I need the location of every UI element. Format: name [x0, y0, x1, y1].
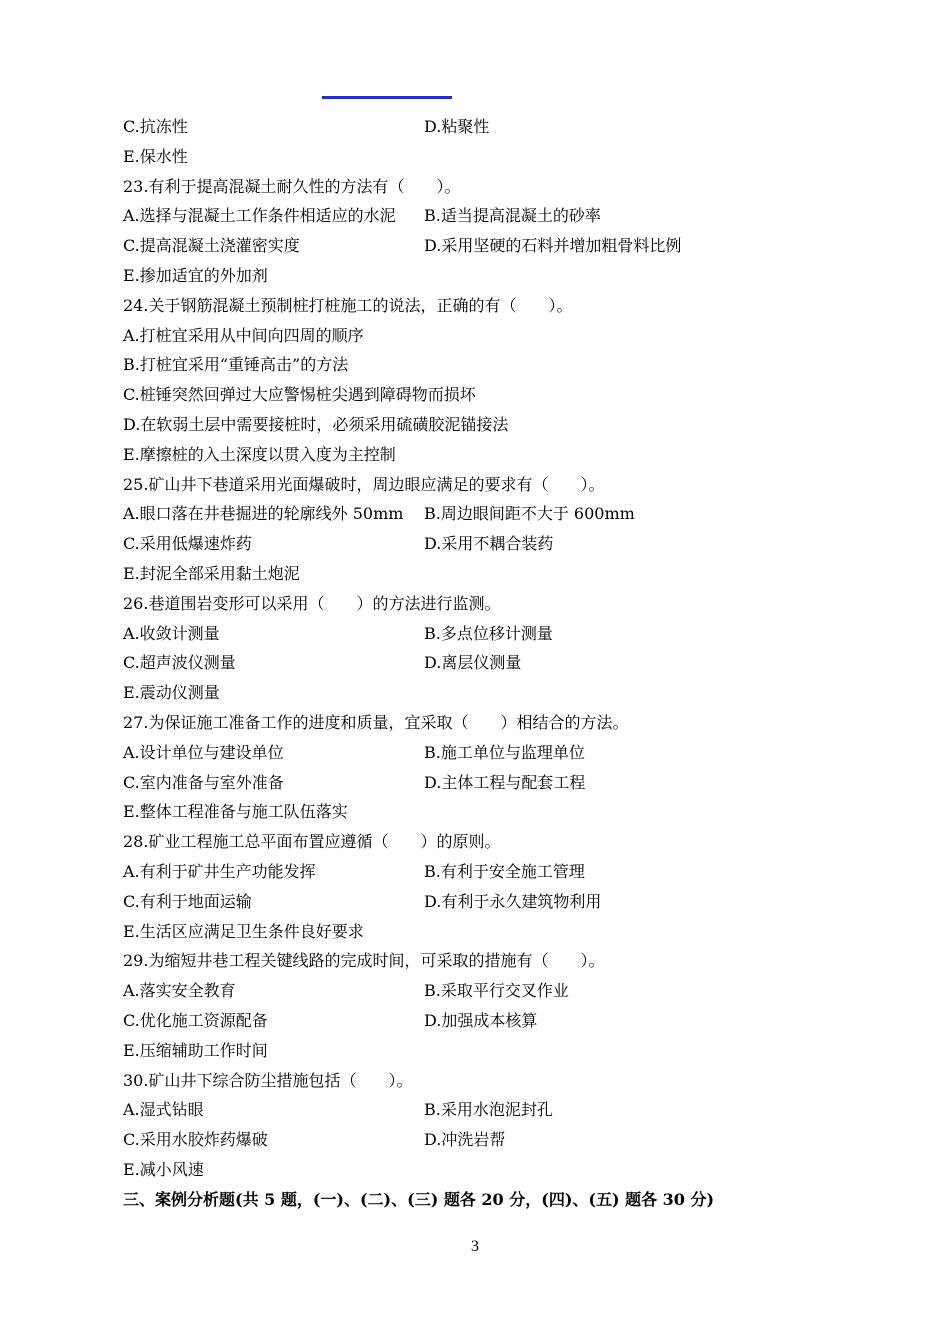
option-row	[123, 887, 823, 917]
question-stem: 23.有利于提高混凝土耐久性的方法有（ ）。	[123, 176, 461, 196]
option-row	[123, 529, 823, 559]
option-a: A.收敛计测量	[123, 623, 220, 643]
option-row	[123, 619, 823, 649]
option-e: E.掺加适宜的外加剂	[123, 265, 268, 285]
option-row	[123, 201, 823, 231]
option-row	[123, 1006, 823, 1036]
option-e: E.摩擦桩的入土深度以贯入度为主控制	[123, 444, 396, 464]
option-a: A.打桩宜采用从中间向四周的顺序	[123, 325, 364, 345]
option-e: E.压缩辅助工作时间	[123, 1040, 268, 1060]
option-row	[123, 380, 823, 410]
option-row	[123, 321, 823, 351]
question-stem: 25.矿山井下巷道采用光面爆破时，周边眼应满足的要求有（ ）。	[123, 474, 605, 494]
page-content	[123, 112, 823, 1214]
question-stem: 30.矿山井下综合防尘措施包括（ ）。	[123, 1070, 413, 1090]
option-d: D.有利于永久建筑物利用	[424, 891, 602, 911]
option-a: A.落实安全教育	[123, 981, 236, 1001]
option-row	[123, 738, 823, 768]
option-a: A.设计单位与建设单位	[123, 742, 284, 762]
option-d: D.在软弱土层中需要接桩时，必须采用硫磺胶泥锚接法	[123, 414, 509, 434]
option-c: C.抗冻性	[123, 117, 188, 136]
option-e: E.震动仪测量	[123, 683, 220, 703]
option-row	[123, 261, 823, 291]
option-d: D.主体工程与配套工程	[424, 772, 586, 792]
option-d: D.加强成本核算	[424, 1010, 538, 1030]
option-row	[123, 1095, 823, 1125]
option-b: B.适当提高混凝土的砂率	[424, 206, 601, 226]
option-c: C.采用水胶炸药爆破	[123, 1130, 268, 1150]
option-b: B.打桩宜采用“重锤高击”的方法	[123, 355, 349, 375]
option-a: A.眼口落在井巷掘进的轮廓线外 50mm	[123, 504, 404, 524]
option-a: A.湿式钻眼	[123, 1100, 204, 1120]
option-e: E.整体工程准备与施工队伍落实	[123, 802, 348, 822]
option-row	[123, 1036, 823, 1066]
option-row	[123, 231, 823, 261]
option-d: D.离层仪测量	[424, 653, 522, 673]
option-e: E.保水性	[123, 146, 188, 166]
option-row	[123, 559, 823, 589]
option-e: E.封泥全部采用黏土炮泥	[123, 563, 300, 583]
option-e: E.生活区应满足卫生条件良好要求	[123, 921, 364, 941]
option-row	[123, 410, 823, 440]
option-row	[123, 142, 823, 172]
page-number: 3	[471, 1238, 479, 1255]
option-c: C.超声波仪测量	[123, 653, 236, 673]
question-stem: 24.关于钢筋混凝土预制桩打桩施工的说法，正确的有（ ）。	[123, 295, 573, 315]
option-row	[123, 768, 823, 798]
option-row	[123, 1155, 823, 1185]
option-d: D.采用坚硬的石料并增加粗骨料比例	[424, 236, 682, 256]
option-b: B.多点位移计测量	[424, 623, 553, 643]
question-stem: 29.为缩短井巷工程关键线路的完成时间，可采取的措施有（ ）。	[123, 951, 605, 971]
option-a: A.选择与混凝土工作条件相适应的水泥	[123, 206, 396, 226]
question-stem: 26.巷道围岩变形可以采用（ ）的方法进行监测。	[123, 593, 501, 613]
option-row	[123, 499, 823, 529]
option-b: B.采取平行交叉作业	[424, 981, 569, 1001]
question-stem: 28.矿业工程施工总平面布置应遵循（ ）的原则。	[123, 832, 501, 852]
option-row	[123, 112, 823, 142]
option-c: C.优化施工资源配备	[123, 1010, 268, 1030]
option-c: C.提高混凝土浇灌密实度	[123, 236, 300, 256]
option-a: A.有利于矿井生产功能发挥	[123, 861, 316, 881]
question-stem: 27.为保证施工准备工作的进度和质量，宜采取（ ）相结合的方法。	[123, 712, 629, 732]
option-row	[123, 648, 823, 678]
option-e: E.减小风速	[123, 1159, 204, 1179]
option-b: B.施工单位与监理单位	[424, 742, 585, 762]
option-d: D.冲洗岩帮	[424, 1130, 506, 1150]
option-c: C.采用低爆速炸药	[123, 534, 252, 554]
option-c: C.室内准备与室外准备	[123, 772, 284, 792]
top-rule	[322, 96, 452, 99]
option-d: D.粘聚性	[424, 117, 490, 136]
option-row	[123, 857, 823, 887]
option-row	[123, 797, 823, 827]
option-row	[123, 678, 823, 708]
option-b: B.采用水泡泥封孔	[424, 1100, 553, 1120]
option-c: C.有利于地面运输	[123, 891, 252, 911]
option-row	[123, 976, 823, 1006]
option-row	[123, 917, 823, 947]
section-heading: 三、案例分析题(共 5 题，(一)、(二)、(三) 题各 20 分，(四)、(五) 题各 30 分)	[123, 1189, 715, 1209]
option-d: D.采用不耦合装药	[424, 534, 554, 554]
option-row	[123, 350, 823, 380]
option-row	[123, 440, 823, 470]
option-b: B.周边眼间距不大于 600mm	[424, 504, 635, 524]
option-b: B.有利于安全施工管理	[424, 861, 585, 881]
option-c: C.桩锤突然回弹过大应警惕桩尖遇到障碍物而损坏	[123, 385, 476, 405]
option-row	[123, 1125, 823, 1155]
